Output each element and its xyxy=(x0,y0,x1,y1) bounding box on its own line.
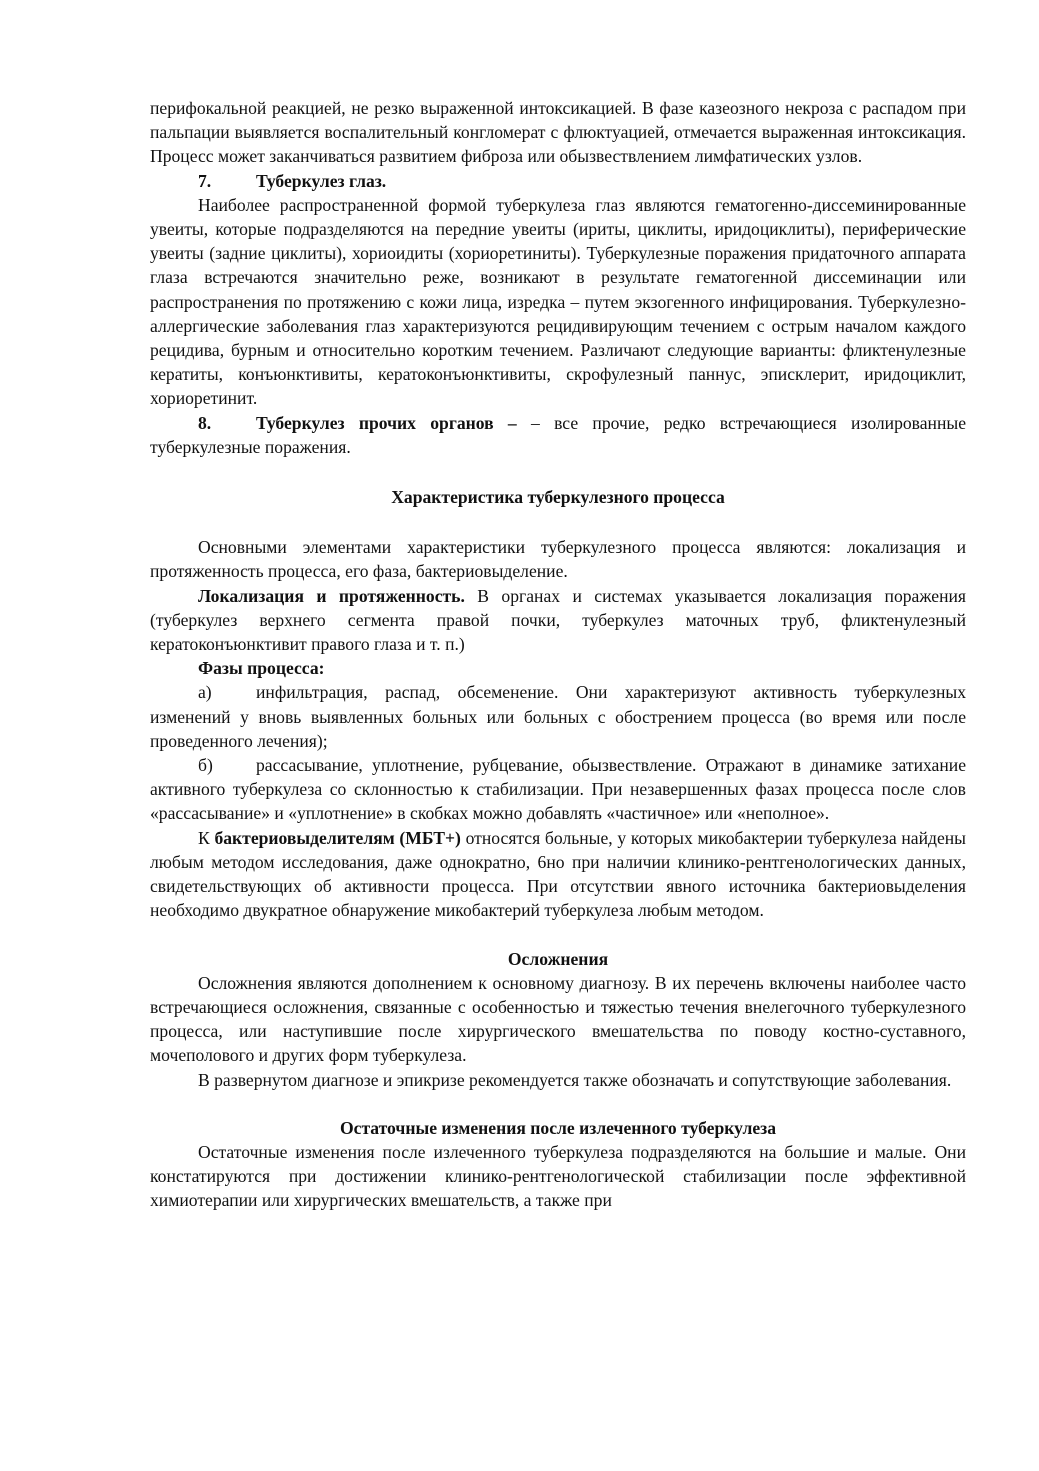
paragraph-elements: Основными элементами характеристики туберкулезного процесса являются: локализация и протяженность процесса, его фаза, бактериовыделение. xyxy=(150,537,966,582)
item-8-dash: – xyxy=(493,412,517,433)
phases-label-text: Фазы процесса: xyxy=(198,658,325,679)
bacteria-text: относятся больные, у которых микобактерии туберкулеза найдены любым методом исследования, даже однократно, 6но при наличии клинико-рентгенологических данных, свидетельствующих об активности процесса. При отсутствии явного источника бактериовыделения необходимо двукратное обнаружение микобактерий туберкулеза любым методом. xyxy=(150,827,966,921)
paragraph-bacteria xyxy=(150,826,966,923)
item-8-title: Туберкулез прочих органов xyxy=(256,412,494,433)
item-7-number: 7. xyxy=(198,170,212,191)
phase-a-paragraph xyxy=(150,680,966,753)
item-8-number: 8. xyxy=(198,412,212,433)
item-8-text: – все прочие, редко встречающиеся изолированные туберкулезные поражения. xyxy=(150,412,967,457)
phase-b-paragraph xyxy=(150,753,966,826)
paragraph-localization xyxy=(150,584,966,657)
phase-b-letter: б) xyxy=(198,755,213,776)
heading-complications: Осложнения xyxy=(507,948,609,969)
section-item-7 xyxy=(150,169,966,193)
document-page xyxy=(150,96,966,1213)
bacteria-pre: К xyxy=(198,827,215,848)
section-item-8 xyxy=(150,411,966,459)
bacteria-bold: бактериовыделителям (МБТ+) xyxy=(214,827,461,848)
phase-a-letter: а) xyxy=(198,682,212,703)
item-7-title: Туберкулез глаз. xyxy=(256,170,387,191)
heading-residual: Остаточные изменения после излеченного туберкулеза xyxy=(339,1117,777,1138)
paragraph-residual: Остаточные изменения после излеченного туберкулеза подразделяются на большие и малые. Они констатируются при достижении клинико-рентгенологической стабилизации после эффективной химиотерапии или хирургических вмешательств, а также при xyxy=(150,1141,966,1211)
phase-b-text: рассасывание, уплотнение, рубцевание, обызвествление. Отражают в динамике затихание активного туберкулеза со склонностью к стабилизации. При незавершенных фазах процесса после слов «рассасывание» и «уплотнение» в скобках можно добавлять «частичное» или «неполное». xyxy=(150,755,966,824)
localization-text: В органах и системах указывается локализация поражения (туберкулез верхнего сегмента правой почки, туберкулез маточных труб, фликтенулезный кератоконъюнктивит правого глаза и т. п.) xyxy=(150,585,966,655)
localization-label: Локализация и протяженность. xyxy=(198,585,465,606)
phase-a-text: инфильтрация, распад, обсеменение. Они характеризуют активность туберкулезных изменений у вновь выявленных больных или больных с обострением процесса (во время или после проведенного лечения); xyxy=(150,682,966,751)
paragraph-complications: Осложнения являются дополнением к основному диагнозу. В их перечень включены наиболее часто встречающиеся осложнения, связанные с особенностью и тяжестью течения внелегочного туберкулезного процесса, или наступившие после хирургического вмешательства по поводу костно-суставного, мочеполового и других форм туберкулеза. xyxy=(150,972,966,1066)
heading-characteristics: Характеристика туберкулезного процесса xyxy=(391,487,725,508)
phases-label xyxy=(150,656,966,680)
paragraph-intro: перифокальной реакцией, не резко выраженной интоксикацией. В фазе казеозного некроза с распадом при пальпации выявляется воспалительный конгломерат с флюктуацией, отмечается выраженная интоксикация. Процесс может заканчиваться развитием фиброза или обызвествлением лимфатических узлов. xyxy=(150,98,966,167)
paragraph-diagnosis: В развернутом диагнозе и эпикризе рекомендуется также обозначать и сопутствующие заболевания. xyxy=(198,1069,952,1090)
paragraph-eyes: Наиболее распространенной формой туберкулеза глаз являются гематогенно-диссеминированные увеиты, которые подразделяются на передние увеиты (ириты, циклиты, иридоциклиты), периферические увеиты (задние циклиты), хориоидиты (хориоретиниты). Туберкулезные поражения придаточного аппарата глаза встречаются значительно реже, возникают в результате гематогенной диссеминации или распространения по протяжению с кожи лица, изредка – путем экзогенного инфицирования. Туберкулезно-аллергические заболевания глаз характеризуются рецидивирующим течением с острым началом каждого рецидива, бурным и относительно коротким течением. Различают следующие варианты: фликтенулезные кератиты, конъюнктивиты, кератоконъюнктивиты, скрофулезный паннус, эписклерит, иридоциклит, хориоретинит. xyxy=(150,194,966,409)
